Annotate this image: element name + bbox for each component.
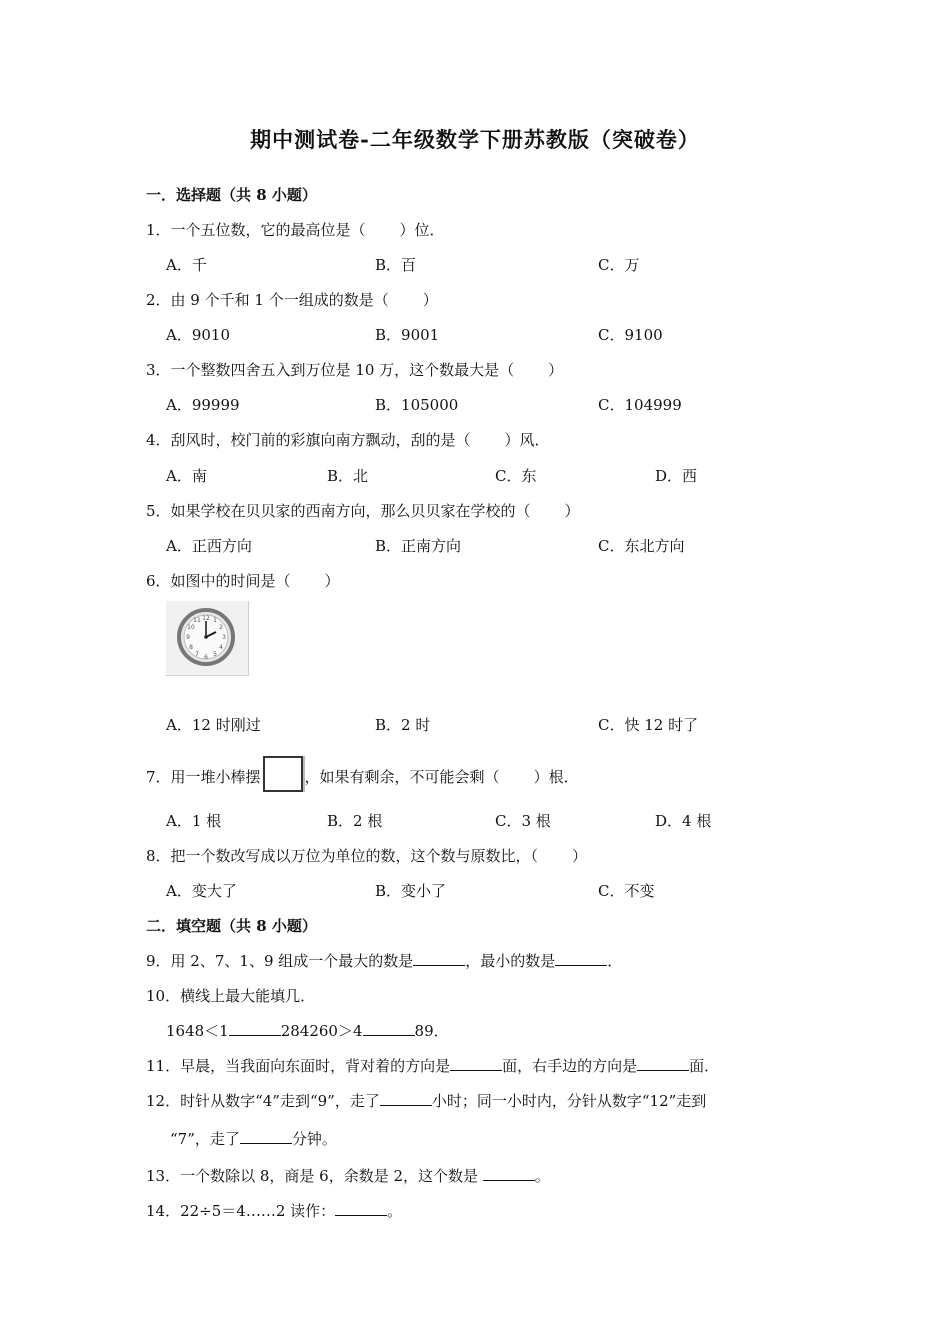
svg-text:4: 4: [219, 644, 223, 651]
q4-option-a: A．南: [166, 467, 207, 485]
question-3: 3．一个整数四舍五入到万位是 10 万，这个数最大是（ ）: [146, 361, 564, 379]
answer-blank[interactable]: [380, 1091, 432, 1106]
q1-option-c: C．万: [598, 256, 640, 274]
square-figure: [263, 756, 303, 792]
answer-blank[interactable]: [229, 1021, 281, 1036]
page-title: 期中测试卷-二年级数学下册苏教版（突破卷）: [250, 127, 700, 152]
section-heading-choice: 一．选择题（共 8 小题）: [146, 186, 317, 204]
question-7: 7．用一堆小棒摆 ，如果有剩余，不可能会剩（ ）根．: [146, 760, 579, 796]
question-5: 5．如果学校在贝贝家的西南方向，那么贝贝家在学校的（ ）: [146, 502, 580, 520]
svg-text:12: 12: [202, 615, 210, 622]
q1-option-b: B．百: [375, 256, 417, 274]
q5-option-c: C．东北方向: [598, 537, 685, 555]
svg-text:11: 11: [193, 617, 201, 624]
answer-blank[interactable]: [413, 951, 465, 966]
q8-option-b: B．变小了: [375, 882, 447, 900]
svg-text:9: 9: [186, 634, 190, 641]
question-14: 14．22÷5＝4……2 读作： 。: [146, 1202, 403, 1220]
q5-option-b: B．正南方向: [375, 537, 462, 555]
answer-blank[interactable]: [555, 951, 607, 966]
q3-option-c: C．104999: [598, 396, 682, 414]
svg-text:1: 1: [213, 617, 217, 624]
svg-text:8: 8: [189, 644, 193, 651]
question-13: 13．一个数除以 8，商是 6，余数是 2，这个数是 。: [146, 1167, 550, 1185]
svg-text:2: 2: [219, 624, 223, 631]
answer-blank[interactable]: [240, 1129, 292, 1144]
question-9: 9．用 2、7、1、9 组成一个最大的数是 ，最小的数是 ．: [146, 952, 623, 970]
q7-option-c: C．3 根: [495, 812, 551, 830]
q7-option-b: B．2 根: [327, 812, 383, 830]
q4-option-d: D．西: [655, 467, 698, 485]
svg-text:6: 6: [204, 654, 208, 661]
q2-option-b: B．9001: [375, 326, 440, 344]
q3-option-b: B．105000: [375, 396, 459, 414]
q6-option-c: C．快 12 时了: [598, 716, 699, 734]
question-6: 6．如图中的时间是（ ）: [146, 572, 340, 590]
q2-option-a: A．9010: [166, 326, 231, 344]
q6-option-b: B．2 时: [375, 716, 431, 734]
q7-option-d: D．4 根: [655, 812, 712, 830]
q8-option-c: C．不变: [598, 882, 655, 900]
q3-option-a: A．99999: [166, 396, 240, 414]
question-12-cont: “7”，走了 分钟。: [170, 1130, 337, 1148]
q5-option-a: A．正西方向: [166, 537, 252, 555]
question-4: 4．刮风时，校门前的彩旗向南方飘动，刮的是（ ）风．: [146, 431, 550, 449]
q1-option-a: A．千: [166, 256, 207, 274]
question-1: 1．一个五位数，它的最高位是（ ）位．: [146, 221, 445, 239]
clock-figure: [166, 601, 249, 676]
svg-text:3: 3: [222, 634, 226, 641]
question-10-line: 1648＜1 284260＞4 89．: [166, 1022, 449, 1040]
question-2: 2．由 9 个千和 1 个一组成的数是（ ）: [146, 291, 438, 309]
q6-option-a: A．12 时刚过: [166, 716, 261, 734]
answer-blank[interactable]: [335, 1201, 387, 1216]
section-heading-fill: 二．填空题（共 8 小题）: [146, 917, 317, 935]
clock-icon: [166, 601, 248, 675]
q2-option-c: C．9100: [598, 326, 663, 344]
question-8: 8．把一个数改写成以万位为单位的数，这个数与原数比，（ ）: [146, 847, 588, 865]
answer-blank[interactable]: [450, 1056, 502, 1071]
question-12: 12．时针从数字“4”走到“9”，走了 小时；同一小时内，分针从数字“12”走到: [146, 1092, 707, 1110]
answer-blank[interactable]: [637, 1056, 689, 1071]
q8-option-a: A．变大了: [166, 882, 237, 900]
q7-option-a: A．1 根: [166, 812, 222, 830]
question-11: 11．早晨，当我面向东面时，背对着的方向是 面，右手边的方向是 面．: [146, 1057, 720, 1075]
answer-blank[interactable]: [363, 1021, 415, 1036]
q4-option-c: C．东: [495, 467, 537, 485]
svg-text:10: 10: [187, 624, 195, 631]
svg-text:5: 5: [213, 651, 217, 658]
answer-blank[interactable]: [483, 1166, 535, 1181]
question-10: 10．横线上最大能填几．: [146, 987, 316, 1005]
svg-text:7: 7: [195, 651, 199, 658]
q4-option-b: B．北: [327, 467, 369, 485]
